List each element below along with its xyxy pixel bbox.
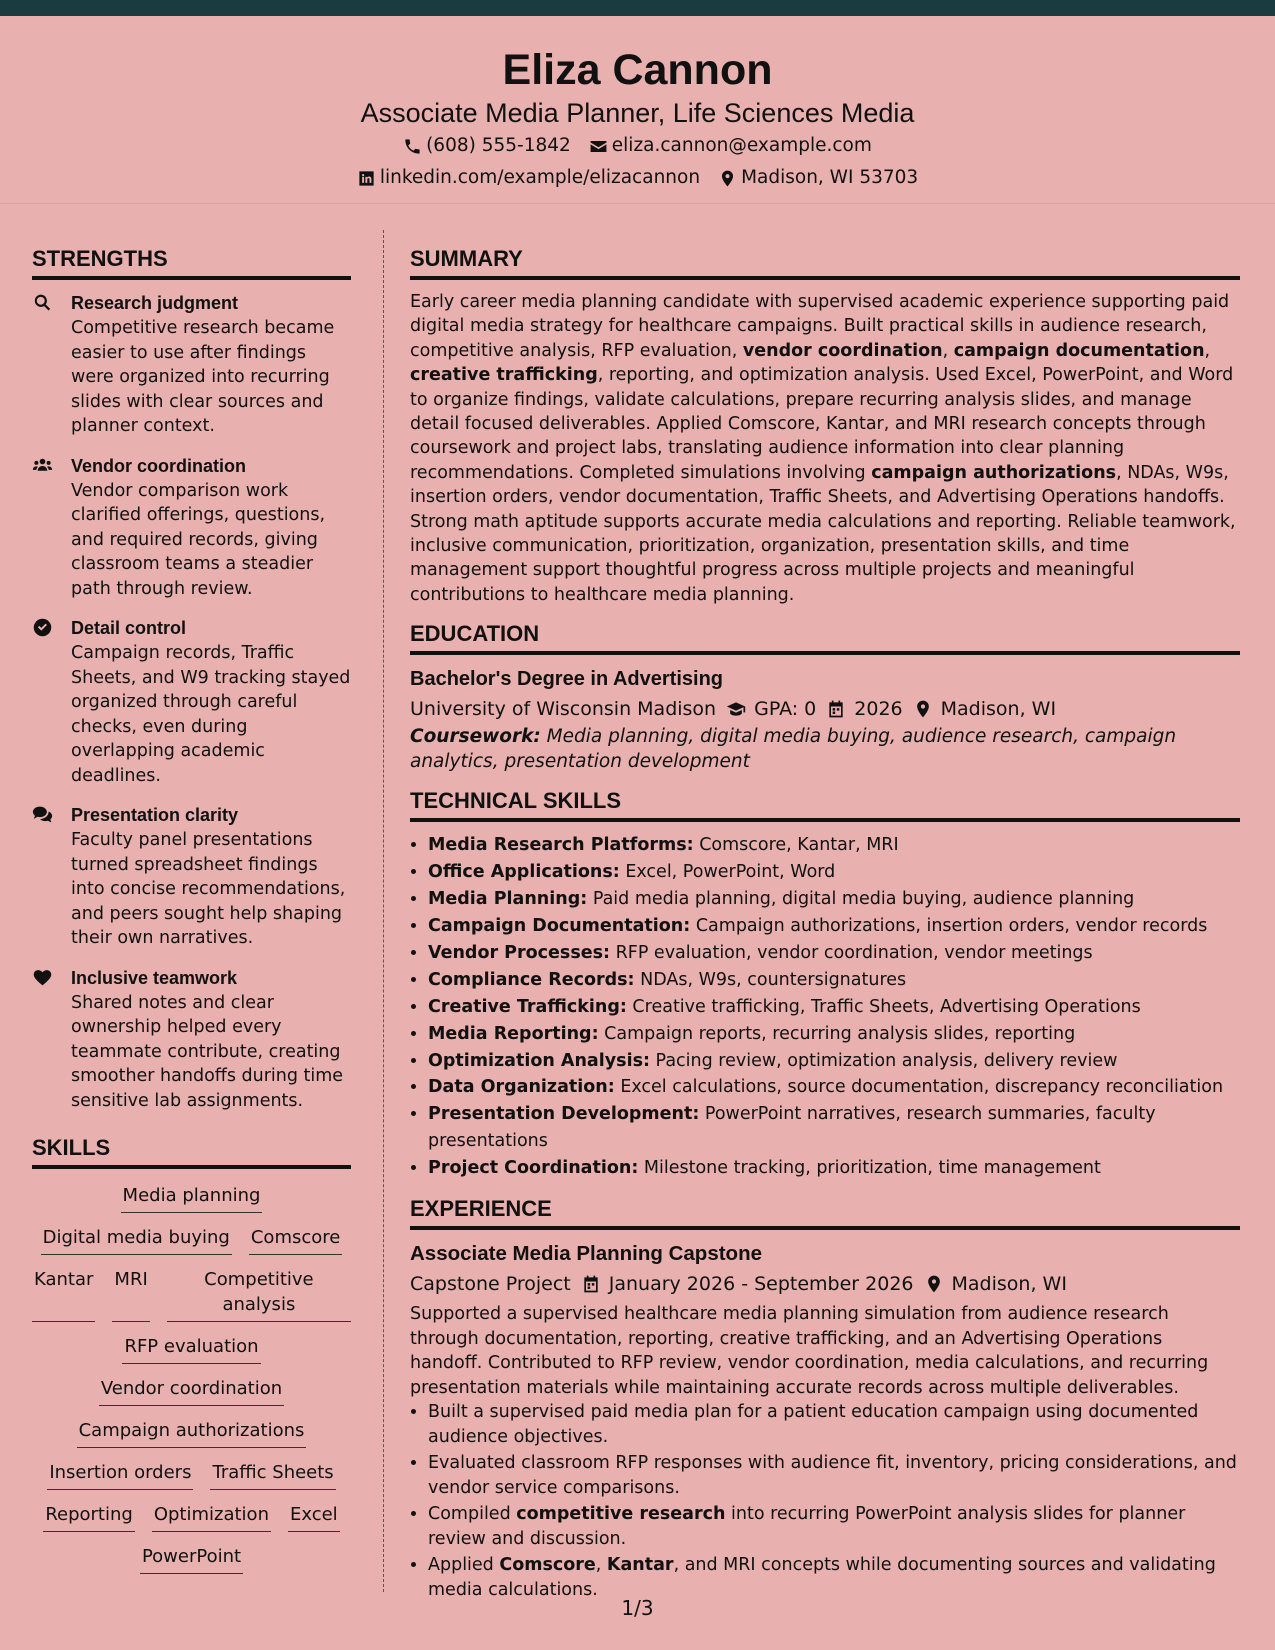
- skill-value: NDAs, W9s, countersignatures: [634, 969, 907, 990]
- skill-label: Creative Trafficking:: [428, 996, 627, 1017]
- strength-title: Presentation clarity: [71, 805, 239, 825]
- skill-tag: Comscore: [249, 1225, 342, 1255]
- skill-tag: Reporting: [43, 1502, 135, 1532]
- technical-skills-heading: TECHNICAL SKILLS: [410, 786, 1240, 822]
- skill-label: Media Planning:: [428, 889, 588, 910]
- resume-header: [0, 16, 1275, 204]
- education-heading: EDUCATION: [410, 619, 1240, 655]
- education-meta: [410, 693, 1240, 725]
- tag-row: [32, 1418, 351, 1448]
- top-accent-bar: [0, 0, 1275, 16]
- tag-row: [32, 1267, 351, 1322]
- strength-desc: Competitive research became easier to use after findings were organized into recurring slides with clear sources and planner context.: [71, 318, 335, 436]
- skill-tag: Competitive analysis: [167, 1267, 351, 1322]
- page-number: 1/3: [621, 1596, 654, 1620]
- job-title: Associate Media Planning Capstone: [410, 1242, 762, 1266]
- contact-phone: [403, 130, 571, 162]
- technical-skills-list: [410, 832, 1240, 1182]
- strength-title: Research judgment: [71, 293, 239, 313]
- summary-part: Early career media planning candidate with supervised academic experience supporting paid digital media strategy for healthcare campaigns. Built practical skills in audience research, competitive analysis, RFP evaluation,: [410, 292, 1230, 361]
- summary-sep: ,: [942, 340, 954, 361]
- tag-row: [32, 1502, 351, 1532]
- comments-icon: [32, 804, 53, 825]
- skill-value: Excel calculations, source documentation, discrepancy reconciliation: [614, 1077, 1224, 1098]
- strengths-heading: STRENGTHS: [32, 244, 351, 280]
- job-dates: January 2026 - September 2026: [608, 1273, 914, 1296]
- summary-heading: SUMMARY: [410, 244, 1240, 280]
- skill-label: Optimization Analysis:: [428, 1050, 650, 1071]
- list-item: • Built a supervised paid media plan for a patient education campaign using documented audience objectives.: [428, 1400, 1240, 1449]
- list-item: [428, 832, 1240, 859]
- summary-sep: ,: [1204, 340, 1211, 361]
- bullet-text: Applied: [428, 1555, 500, 1576]
- calendar-icon: [826, 699, 846, 719]
- skill-label: Presentation Development:: [428, 1104, 700, 1125]
- list-item: [428, 1553, 1240, 1602]
- list-item: [428, 994, 1240, 1021]
- skill-value: Excel, PowerPoint, Word: [619, 862, 836, 883]
- list-item: [428, 1048, 1240, 1075]
- summary-bold: creative trafficking: [410, 365, 598, 386]
- search-icon: [32, 292, 53, 313]
- right-column: [410, 244, 1240, 1604]
- skill-tag: PowerPoint: [140, 1544, 243, 1574]
- skill-label: Project Coordination:: [428, 1158, 639, 1179]
- contact-location: [718, 162, 918, 194]
- bullet-text: ,: [595, 1555, 607, 1576]
- contact-row-2: [0, 162, 1275, 194]
- skill-tag: Optimization: [152, 1502, 271, 1532]
- strength-item: [32, 290, 351, 439]
- candidate-name: Eliza Cannon: [502, 46, 773, 94]
- check-circle-icon: [32, 617, 53, 638]
- skill-value: Paid media planning, digital media buying, audience planning: [587, 889, 1135, 910]
- list-item: [428, 1155, 1240, 1182]
- organization: Capstone Project: [410, 1273, 571, 1296]
- skill-tag: Excel: [288, 1502, 340, 1532]
- list-item: [428, 913, 1240, 940]
- strength-title: Vendor coordination: [71, 455, 247, 476]
- school-name: University of Wisconsin Madison: [410, 698, 717, 721]
- skill-tag: Insertion orders: [47, 1460, 193, 1490]
- candidate-role: Associate Media Planner, Life Sciences Media: [360, 98, 915, 128]
- skill-label: Data Organization:: [428, 1077, 615, 1098]
- location-text: Madison, WI 53703: [741, 167, 919, 188]
- graduation-cap-icon: [726, 699, 746, 719]
- skill-label: Media Research Platforms:: [428, 835, 694, 856]
- strength-desc: Campaign records, Traffic Sheets, and W9 tracking stayed organized through careful checks, even during overlapping academic deadlines.: [71, 643, 351, 786]
- skills-heading: SKILLS: [32, 1133, 351, 1169]
- coursework-list: Media planning, digital media buying, audience research, campaign analytics, presentation development: [410, 726, 1177, 772]
- skill-value: Pacing review, optimization analysis, delivery review: [649, 1050, 1118, 1071]
- heart-icon: [32, 967, 53, 988]
- bullet-bold: competitive research: [516, 1504, 726, 1525]
- skill-value: Campaign authorizations, insertion orders, vendor records: [690, 916, 1208, 936]
- skill-tag: MRI: [112, 1267, 149, 1322]
- bullet-text: , and MRI concepts while documenting sources and validating media calculations.: [428, 1555, 1216, 1600]
- strength-item: [32, 965, 351, 1114]
- coursework: [410, 725, 1240, 774]
- phone-text: (608) 555-1842: [426, 135, 571, 156]
- skill-tag: Kantar: [32, 1267, 95, 1322]
- skill-label: Campaign Documentation:: [428, 916, 691, 936]
- skill-value: Creative trafficking, Traffic Sheets, Advertising Operations: [626, 996, 1141, 1017]
- strength-title: Inclusive teamwork: [71, 967, 238, 988]
- list-item: [428, 1101, 1240, 1155]
- map-pin-icon: [718, 169, 737, 188]
- job-location: Madison, WI: [951, 1273, 1067, 1296]
- list-item: [428, 1502, 1240, 1551]
- degree-title: Bachelor's Degree in Advertising: [410, 668, 723, 691]
- list-item: [428, 1074, 1240, 1101]
- list-item: [428, 940, 1240, 967]
- summary-text: [410, 290, 1240, 607]
- skill-tag: Traffic Sheets: [210, 1460, 335, 1490]
- strength-title: Detail control: [71, 618, 187, 638]
- contact-email[interactable]: [589, 130, 872, 162]
- coursework-label: Coursework:: [410, 726, 541, 748]
- skills-tag-cloud: [32, 1179, 351, 1574]
- tag-row: [32, 1183, 351, 1213]
- skill-value: Milestone tracking, prioritization, time management: [638, 1158, 1101, 1179]
- job-description: Supported a supervised healthcare media planning simulation from audience research through documentation, reporting, creative trafficking, and an Advertising Operations handoff. Contributed to RFP review, vendor coordination, media calculations, and recurring presentation materials while maintaining accurate records across multiple deliverables.: [410, 1304, 1209, 1398]
- skill-label: Media Reporting:: [428, 1023, 599, 1044]
- experience-bullets: [410, 1400, 1240, 1602]
- strength-desc: Shared notes and clear ownership helped every teammate contribute, creating smoother handoffs during time sensitive lab assignments.: [71, 992, 344, 1111]
- strength-item: [32, 802, 351, 951]
- column-divider: [383, 230, 384, 1592]
- left-column: [32, 244, 351, 1586]
- calendar-icon: [581, 1274, 601, 1294]
- skill-label: Vendor Processes:: [428, 942, 611, 963]
- summary-part: , reporting, and optimization analysis. Used Excel, PowerPoint, and Word to organize findings, validate calculations, prepare recurring analysis slides, and manage detail focused deliverables. Applied Comscore, Kantar, and MRI research concepts through coursework and project labs, translating audience information into clear planning recommendations. Completed simulations involving: [410, 365, 1234, 483]
- list-item: [428, 967, 1240, 994]
- users-icon: [32, 455, 53, 476]
- strength-item: [32, 453, 351, 602]
- bullet-text: Compiled: [428, 1504, 517, 1525]
- map-pin-icon: [913, 699, 933, 719]
- skill-tag: Campaign authorizations: [77, 1418, 307, 1448]
- list-item: • Evaluated classroom RFP responses with audience fit, inventory, pricing considerations, and vendor service comparisons.: [428, 1451, 1240, 1500]
- contact-linkedin[interactable]: [357, 162, 700, 194]
- summary-bold: vendor coordination: [742, 340, 943, 361]
- linkedin-icon: [357, 169, 376, 188]
- skill-tag: RFP evaluation: [122, 1334, 260, 1364]
- list-item: [428, 886, 1240, 913]
- skill-tag: Digital media buying: [41, 1225, 232, 1255]
- bullet-bold: Kantar: [606, 1555, 674, 1576]
- tag-row: [32, 1225, 351, 1255]
- bullet-text: into recurring PowerPoint analysis slides for planner review and discussion.: [428, 1504, 1186, 1549]
- contact-row-1: [0, 130, 1275, 162]
- linkedin-text[interactable]: linkedin.com/example/elizacannon: [379, 167, 701, 188]
- list-item: [428, 859, 1240, 886]
- skill-tag: Vendor coordination: [99, 1376, 284, 1406]
- map-pin-icon: [924, 1274, 944, 1294]
- strength-desc: Vendor comparison work clarified offerings, questions, and required records, giving classroom teams a steadier path through review.: [71, 480, 326, 599]
- envelope-icon: [589, 137, 608, 156]
- list-item: [428, 1021, 1240, 1048]
- strength-item: [32, 615, 351, 788]
- skill-tag: Media planning: [121, 1183, 263, 1213]
- gpa-text: GPA: 0: [754, 698, 817, 721]
- strength-desc: Faculty panel presentations turned spreadsheet findings into concise recommendations, and peers sought help shaping their own narratives.: [71, 830, 346, 948]
- skill-value: PowerPoint narratives, research summaries, faculty presentations: [428, 1104, 1156, 1152]
- experience-meta: [410, 1268, 1240, 1300]
- tag-row: [32, 1544, 351, 1574]
- education-location: Madison, WI: [940, 698, 1057, 721]
- summary-bold: campaign authorizations: [871, 462, 1117, 483]
- tag-row: [32, 1376, 351, 1406]
- skill-value: Comscore, Kantar, MRI: [693, 835, 899, 856]
- experience-heading: EXPERIENCE: [410, 1194, 1240, 1230]
- tag-row: [32, 1334, 351, 1364]
- skill-label: Compliance Records:: [428, 969, 635, 990]
- phone-icon: [403, 137, 422, 156]
- tag-row: [32, 1460, 351, 1490]
- header-divider: [0, 203, 1275, 204]
- summary-part: , NDAs, W9s, insertion orders, vendor documentation, Traffic Sheets, and Advertising Operations handoffs. Strong math aptitude supports accurate media calculations and reporting. Reliable teamwork, inclusive communication, prioritization, organization, presentation skills, and time management support thoughtful progress across multiple projects and meaningful contributions to healthcare media planning.: [410, 462, 1236, 605]
- education-year: 2026: [854, 698, 903, 721]
- skill-value: RFP evaluation, vendor coordination, vendor meetings: [610, 942, 1093, 963]
- email-text[interactable]: eliza.cannon@example.com: [611, 135, 872, 156]
- skill-value: Campaign reports, recurring analysis slides, reporting: [598, 1023, 1076, 1044]
- summary-bold: campaign documentation: [953, 340, 1205, 361]
- bullet-bold: Comscore: [499, 1555, 596, 1576]
- skill-label: Office Applications:: [428, 862, 620, 883]
